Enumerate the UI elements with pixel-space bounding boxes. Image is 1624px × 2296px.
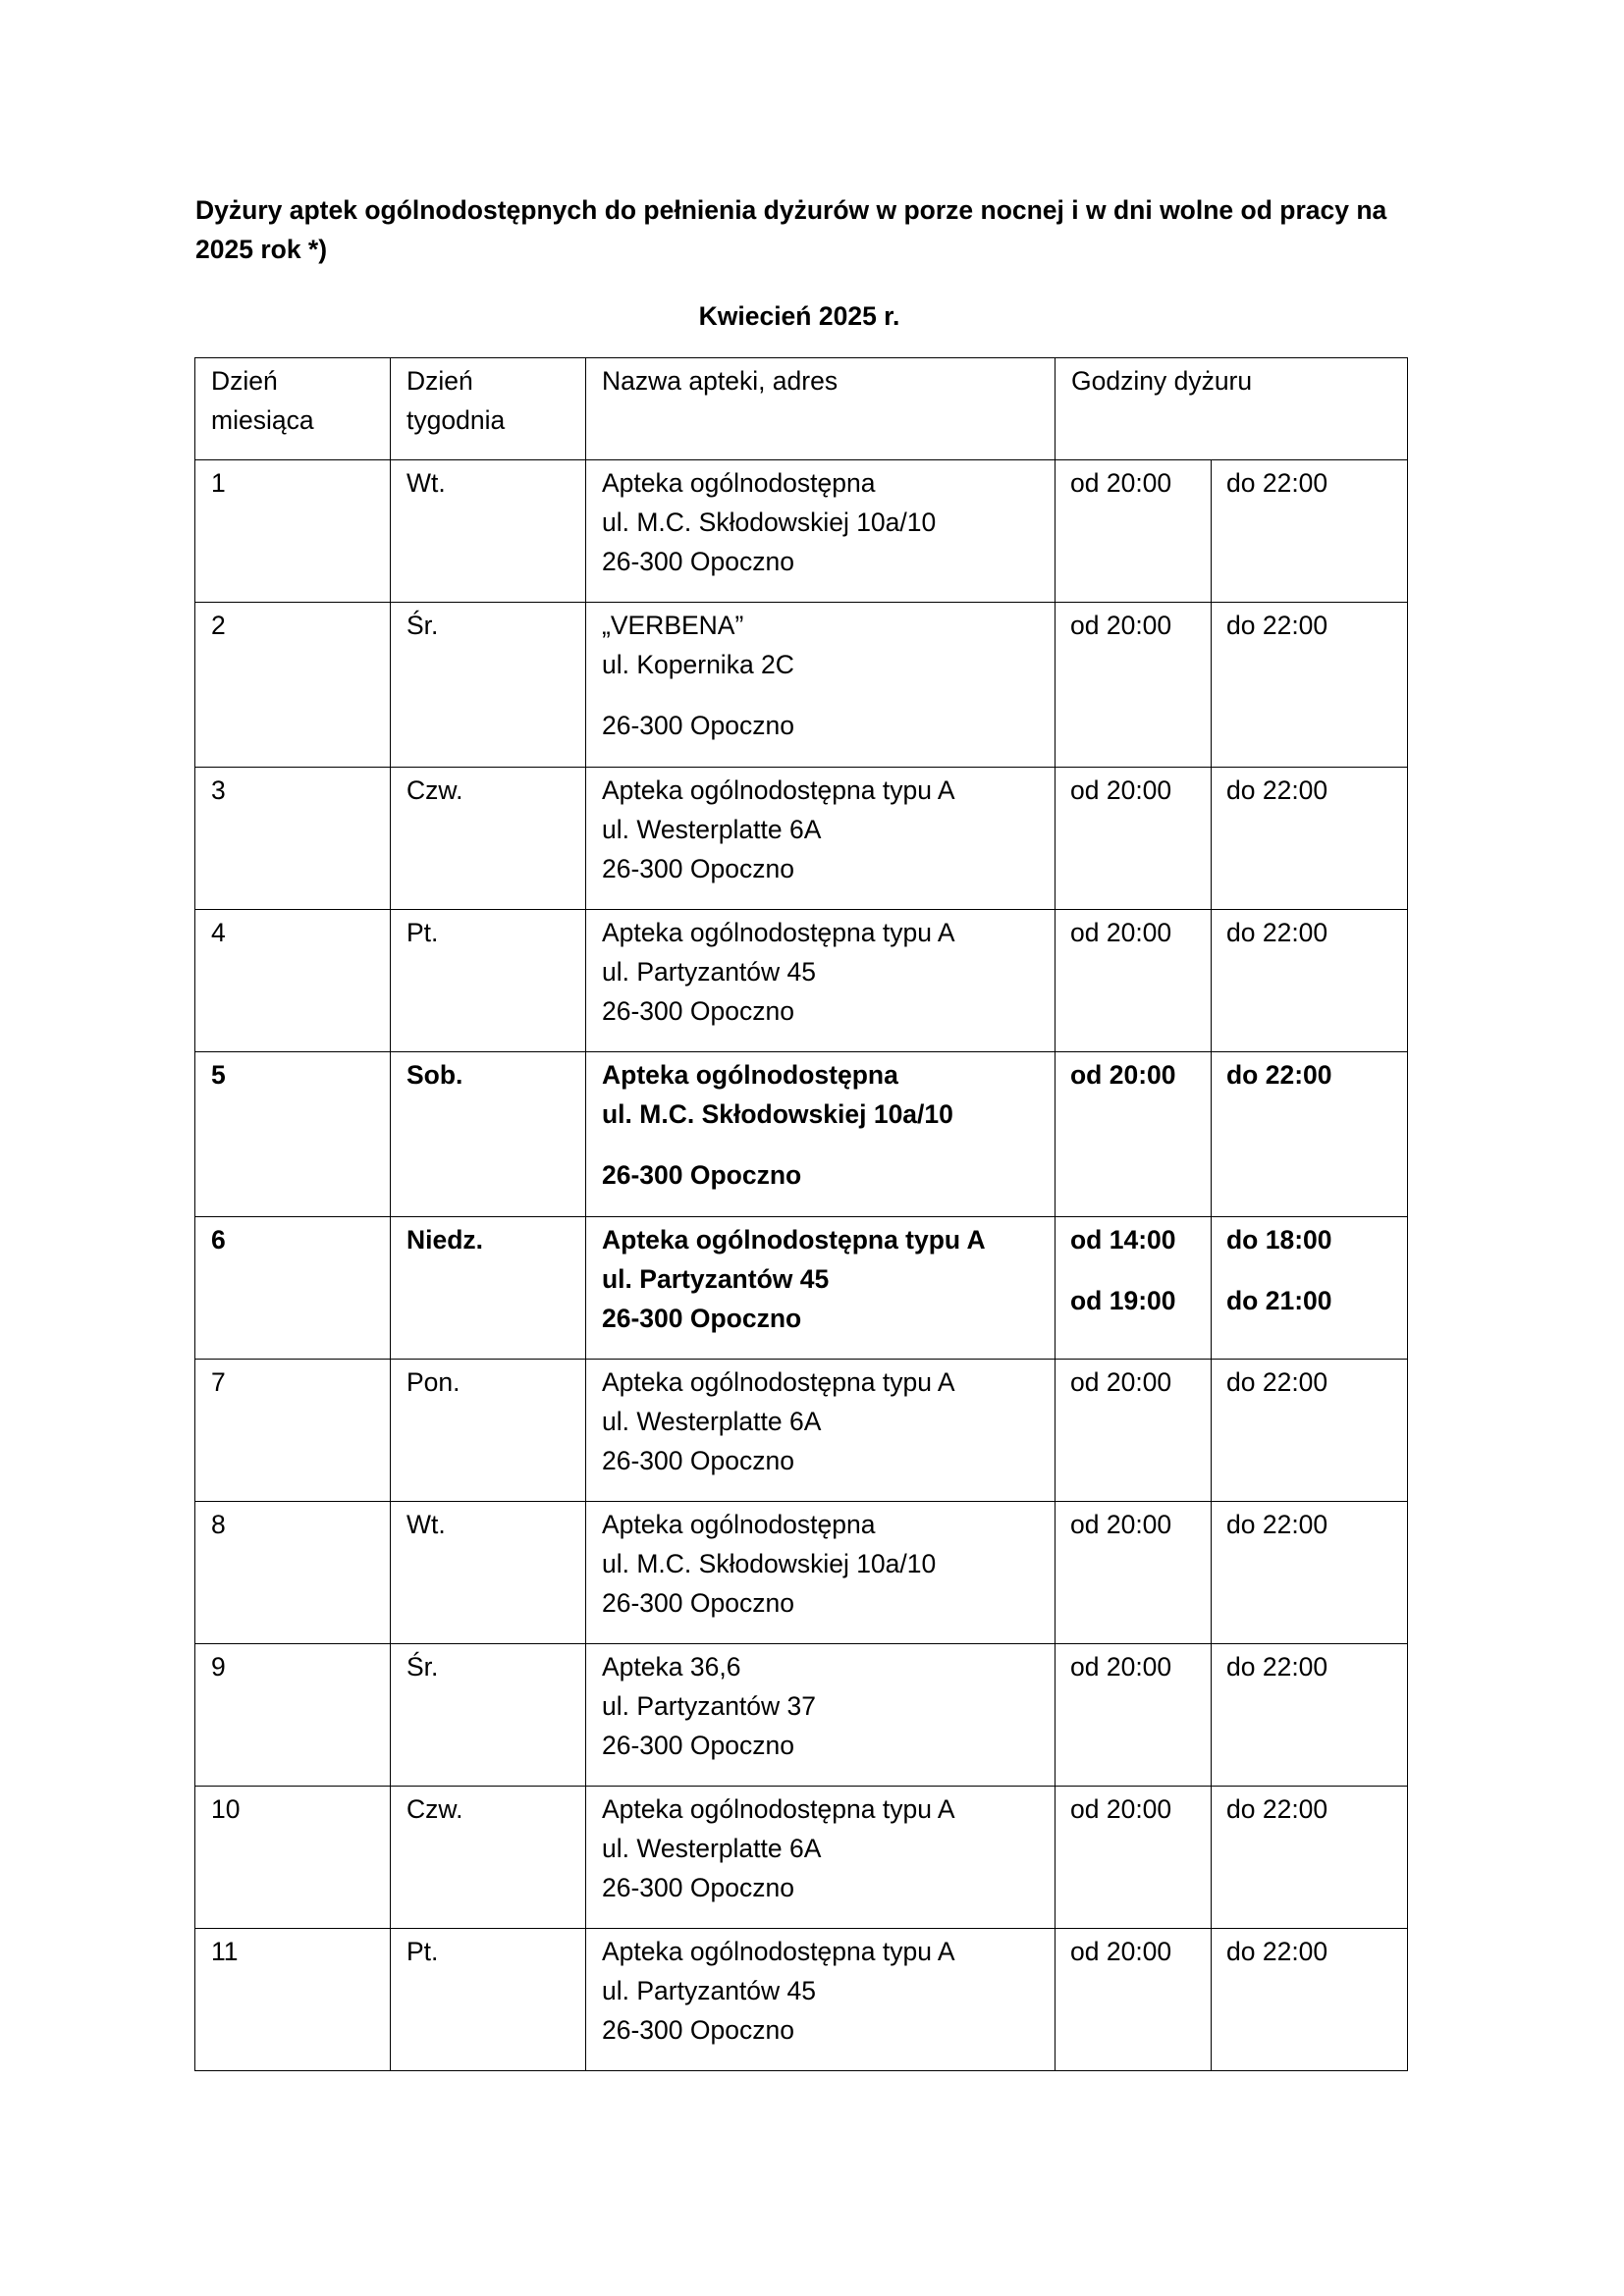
pharmacy-street: ul. M.C. Skłodowskiej 10a/10 — [602, 1099, 953, 1129]
day-of-month: 1 — [211, 468, 226, 498]
month-title: Kwiecień 2025 r. — [698, 301, 900, 331]
hours-from: od 20:00 — [1070, 1937, 1172, 1966]
pharmacy-name: Apteka ogólnodostępna — [602, 468, 876, 498]
hours-from: od 20:00 — [1070, 468, 1172, 498]
pharmacy-city: 26-300 Opoczno — [602, 996, 794, 1026]
hours-to-cell — [1212, 768, 1408, 910]
day-of-month: 11 — [211, 1937, 239, 1966]
pharmacy-street: ul. Westerplatte 6A — [602, 1407, 822, 1436]
duty-table — [194, 357, 1408, 2071]
day-of-month: 9 — [211, 1652, 226, 1682]
table-row — [195, 1502, 1408, 1644]
header-pharmacy: Nazwa apteki, adres — [586, 358, 1056, 460]
day-of-week: Czw. — [406, 775, 463, 805]
hours-to-cell — [1212, 1217, 1408, 1360]
day-of-week-cell — [391, 1217, 586, 1360]
pharmacy-city: 26-300 Opoczno — [602, 547, 794, 576]
day-of-week: Śr. — [406, 611, 439, 640]
pharmacy-street: ul. M.C. Skłodowskiej 10a/10 — [602, 507, 937, 537]
hours-to-cell — [1212, 1502, 1408, 1644]
pharmacy-cell — [586, 1052, 1056, 1217]
pharmacy-city: 26-300 Opoczno — [602, 1588, 794, 1618]
hours-to: do 22:00 — [1226, 1367, 1328, 1397]
hours-from-cell — [1056, 1360, 1212, 1502]
table-header-row — [195, 358, 1408, 460]
pharmacy-cell — [586, 603, 1056, 768]
day-of-week: Sob. — [406, 1060, 463, 1090]
day-of-month: 10 — [211, 1794, 241, 1824]
table-row — [195, 768, 1408, 910]
pharmacy-cell — [586, 910, 1056, 1052]
hours-from: od 20:00 — [1070, 1367, 1172, 1397]
day-of-month-cell — [195, 768, 391, 910]
hours-from: od 20:00 — [1070, 1060, 1176, 1090]
pharmacy-cell — [586, 1929, 1056, 2071]
table-row — [195, 1644, 1408, 1787]
pharmacy-city: 26-300 Opoczno — [602, 1160, 802, 1190]
hours-to-cell — [1212, 1644, 1408, 1787]
hours-to: do 22:00 — [1226, 775, 1328, 805]
pharmacy-cell — [586, 1502, 1056, 1644]
header-hours: Godziny dyżuru — [1056, 358, 1408, 460]
table-row — [195, 910, 1408, 1052]
header-day-of-month — [195, 358, 391, 460]
day-of-week-cell — [391, 460, 586, 603]
pharmacy-city: 26-300 Opoczno — [602, 1304, 802, 1333]
hours-to: do 22:00 — [1226, 1794, 1328, 1824]
day-of-week-cell — [391, 768, 586, 910]
hours-from: od 20:00 — [1070, 1510, 1172, 1539]
day-of-week-cell — [391, 910, 586, 1052]
hours-from: od 20:00 — [1070, 775, 1172, 805]
pharmacy-street: ul. M.C. Skłodowskiej 10a/10 — [602, 1549, 937, 1578]
day-of-week: Wt. — [406, 468, 446, 498]
day-of-week: Czw. — [406, 1794, 463, 1824]
hours-from-cell — [1056, 460, 1212, 603]
pharmacy-name: Apteka ogólnodostępna typu A — [602, 1225, 986, 1255]
hours-from: od 20:00 — [1070, 1652, 1172, 1682]
pharmacy-name: Apteka ogólnodostępna typu A — [602, 1794, 955, 1824]
hours-to: do 22:00 — [1226, 468, 1328, 498]
document-heading: Dyżury aptek ogólnodostępnych do pełnienia dyżurów w porze nocnej i w dni wolne od pracy na 2025 rok *) — [195, 195, 1387, 264]
day-of-week: Niedz. — [406, 1225, 484, 1255]
day-of-month-cell — [195, 1052, 391, 1217]
day-of-week: Śr. — [406, 1652, 439, 1682]
pharmacy-cell — [586, 1644, 1056, 1787]
hours-from: od 20:00 — [1070, 1794, 1172, 1824]
hours-to: do 22:00 — [1226, 1652, 1328, 1682]
pharmacy-name: Apteka 36,6 — [602, 1652, 741, 1682]
pharmacy-street: ul. Westerplatte 6A — [602, 1834, 822, 1863]
day-of-week-cell — [391, 603, 586, 768]
day-of-month-cell — [195, 460, 391, 603]
day-of-month: 3 — [211, 775, 226, 805]
pharmacy-street: ul. Kopernika 2C — [602, 650, 794, 679]
day-of-week-cell — [391, 1644, 586, 1787]
day-of-week: Wt. — [406, 1510, 446, 1539]
table-row — [195, 603, 1408, 768]
table-row — [195, 1217, 1408, 1360]
hours-to: do 22:00 — [1226, 1510, 1328, 1539]
hours-from-cell — [1056, 1644, 1212, 1787]
day-of-week-cell — [391, 1787, 586, 1929]
table-row — [195, 1360, 1408, 1502]
pharmacy-cell — [586, 1787, 1056, 1929]
hours-from: od 19:00 — [1070, 1286, 1176, 1315]
hours-to: do 18:00 — [1226, 1225, 1332, 1255]
hours-to-cell — [1212, 460, 1408, 603]
hours-from-cell — [1056, 910, 1212, 1052]
hours-to-cell — [1212, 1052, 1408, 1217]
pharmacy-street: ul. Westerplatte 6A — [602, 815, 822, 844]
day-of-month: 4 — [211, 918, 226, 947]
hours-to: do 22:00 — [1226, 611, 1328, 640]
day-of-month-cell — [195, 1644, 391, 1787]
hours-to: do 22:00 — [1226, 918, 1328, 947]
hours-from-cell — [1056, 1787, 1212, 1929]
hours-from-cell — [1056, 603, 1212, 768]
hours-from: od 20:00 — [1070, 611, 1172, 640]
day-of-month: 6 — [211, 1225, 226, 1255]
pharmacy-city: 26-300 Opoczno — [602, 2015, 794, 2045]
header-day-of-week — [391, 358, 586, 460]
hours-to-cell — [1212, 1787, 1408, 1929]
pharmacy-city: 26-300 Opoczno — [602, 711, 794, 740]
pharmacy-name: Apteka ogólnodostępna typu A — [602, 1367, 955, 1397]
day-of-month: 8 — [211, 1510, 226, 1539]
day-of-week: Pt. — [406, 1937, 439, 1966]
day-of-month-cell — [195, 1502, 391, 1644]
pharmacy-name: Apteka ogólnodostępna typu A — [602, 775, 955, 805]
hours-to: do 22:00 — [1226, 1937, 1328, 1966]
table-row — [195, 460, 1408, 603]
day-of-week-cell — [391, 1052, 586, 1217]
pharmacy-street: ul. Partyzantów 45 — [602, 1264, 830, 1294]
pharmacy-city: 26-300 Opoczno — [602, 1446, 794, 1475]
pharmacy-cell — [586, 1360, 1056, 1502]
pharmacy-cell — [586, 460, 1056, 603]
pharmacy-name: Apteka ogólnodostępna — [602, 1060, 898, 1090]
table-row — [195, 1787, 1408, 1929]
hours-from: od 20:00 — [1070, 918, 1172, 947]
day-of-week-cell — [391, 1360, 586, 1502]
day-of-month-cell — [195, 1929, 391, 2071]
hours-to-cell — [1212, 603, 1408, 768]
pharmacy-city: 26-300 Opoczno — [602, 854, 794, 883]
pharmacy-name: „VERBENA” — [602, 611, 744, 640]
day-of-month: 2 — [211, 611, 226, 640]
header-day-of-week-line2: tygodnia — [406, 405, 506, 435]
day-of-month-cell — [195, 1217, 391, 1360]
pharmacy-street: ul. Partyzantów 45 — [602, 1976, 817, 2005]
day-of-month-cell — [195, 1787, 391, 1929]
table-row — [195, 1929, 1408, 2071]
hours-from-cell — [1056, 1929, 1212, 2071]
pharmacy-street: ul. Partyzantów 45 — [602, 957, 817, 987]
pharmacy-name: Apteka ogólnodostępna — [602, 1510, 876, 1539]
day-of-month: 7 — [211, 1367, 226, 1397]
day-of-month-cell — [195, 910, 391, 1052]
hours-to-cell — [1212, 1360, 1408, 1502]
pharmacy-street: ul. Partyzantów 37 — [602, 1691, 817, 1721]
day-of-week-cell — [391, 1929, 586, 2071]
hours-to-cell — [1212, 1929, 1408, 2071]
day-of-month-cell — [195, 603, 391, 768]
hours-from-cell — [1056, 1052, 1212, 1217]
pharmacy-name: Apteka ogólnodostępna typu A — [602, 918, 955, 947]
hours-from-cell — [1056, 1217, 1212, 1360]
day-of-month-cell — [195, 1360, 391, 1502]
hours-to-cell — [1212, 910, 1408, 1052]
hours-to: do 21:00 — [1226, 1286, 1332, 1315]
hours-from: od 14:00 — [1070, 1225, 1176, 1255]
day-of-month: 5 — [211, 1060, 226, 1090]
hours-from-cell — [1056, 768, 1212, 910]
hours-from-cell — [1056, 1502, 1212, 1644]
hours-to: do 22:00 — [1226, 1060, 1332, 1090]
pharmacy-cell — [586, 768, 1056, 910]
header-day-of-week-line1: Dzień — [406, 366, 473, 396]
pharmacy-city: 26-300 Opoczno — [602, 1873, 794, 1902]
pharmacy-cell — [586, 1217, 1056, 1360]
header-day-of-month-line1: Dzień — [211, 366, 278, 396]
day-of-week: Pt. — [406, 918, 439, 947]
day-of-week: Pon. — [406, 1367, 460, 1397]
header-day-of-month-line2: miesiąca — [211, 405, 314, 435]
day-of-week-cell — [391, 1502, 586, 1644]
pharmacy-city: 26-300 Opoczno — [602, 1731, 794, 1760]
table-row — [195, 1052, 1408, 1217]
pharmacy-name: Apteka ogólnodostępna typu A — [602, 1937, 955, 1966]
